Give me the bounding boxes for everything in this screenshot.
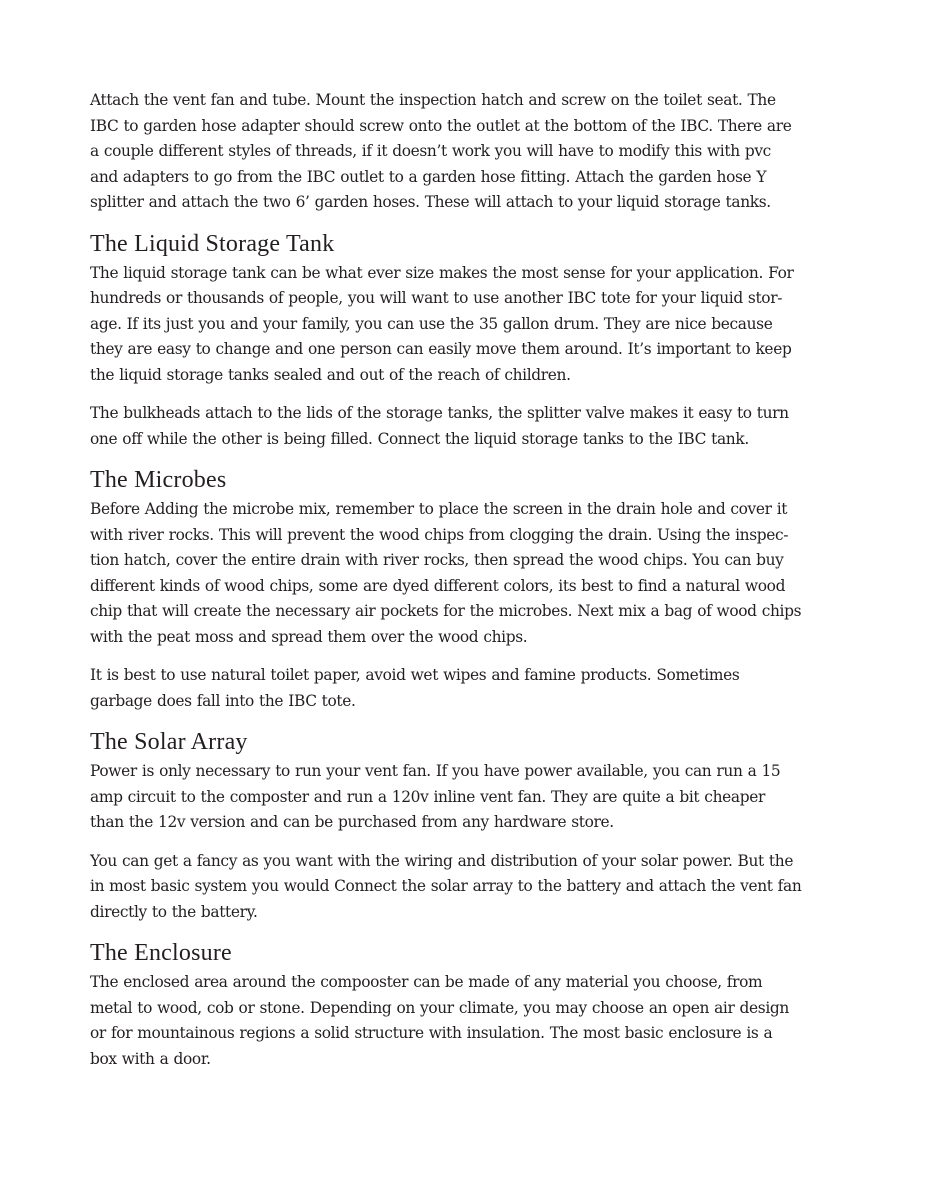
text-line: splitter and attach the two 6’ garden hoses. These will attach to your liquid storage tanks. [90,193,771,211]
text-line: with the peat moss and spread them over the wood chips. [90,627,528,646]
section-enclosure [90,939,850,1072]
section-paragraph [90,970,850,1072]
section-liquid-storage-tank [90,230,850,453]
section-heading: The Microbes [90,467,227,493]
section-paragraph [90,401,850,452]
section-paragraph [90,759,850,836]
text-line: The bulkheads attach to the lids of the storage tanks, the splitter valve makes it easy to turn [90,404,789,422]
section-heading: The Enclosure [90,940,232,966]
text-line: Power is only necessary to run your vent fan. If you have power available, you can run a 15 [90,762,781,780]
text-line: box with a door. [90,1049,211,1068]
text-line: amp circuit to the composter and run a 120v inline vent fan. They are quite a bit cheaper [90,787,765,806]
text-line: they are easy to change and one person can easily move them around. It’s important to keep [90,340,792,358]
text-line: tion hatch, cover the entire drain with river rocks, then spread the wood chips. You can buy [90,551,784,569]
text-line: age. If its just you and your family, you can use the 35 gallon drum. They are nice because [90,314,773,333]
section-microbes [90,466,850,714]
text-line: different kinds of wood chips, some are dyed different colors, its best to find a natural wood [90,576,786,595]
text-line: and adapters to go from the IBC outlet to a garden hose fitting. Attach the garden hose Y [90,167,767,186]
text-line: Attach the vent fan and tube. Mount the inspection hatch and screw on the toilet seat. The [90,91,776,109]
document-page [90,88,850,1072]
text-line: chip that will create the necessary air pockets for the microbes. Next mix a bag of wood chips [90,602,802,620]
text-line: or for mountainous regions a solid structure with insulation. The most basic enclosure is a [90,1024,773,1042]
text-line: It is best to use natural toilet paper, avoid wet wipes and famine products. Sometimes [90,666,740,684]
text-line: directly to the battery. [90,902,258,921]
text-line: garbage does fall into the IBC tote. [90,691,356,710]
text-line: IBC to garden hose adapter should screw onto the outlet at the bottom of the IBC. There are [90,116,792,135]
text-line: The enclosed area around the compooster can be made of any material you choose, from [90,973,763,991]
intro-paragraph [90,88,850,216]
text-line: You can get a fancy as you want with the wiring and distribution of your solar power. But the [90,851,794,870]
text-line: hundreds or thousands of people, you will want to use another IBC tote for your liquid stor- [90,289,783,307]
text-line: The liquid storage tank can be what ever size makes the most sense for your application. For [90,263,794,282]
text-line: than the 12v version and can be purchased from any hardware store. [90,813,614,831]
text-line: metal to wood, cob or stone. Depending on your climate, you may choose an open air design [90,998,789,1017]
section-heading: The Liquid Storage Tank [90,230,335,257]
text-line: a couple different styles of threads, if it doesn’t work you will have to modify this with pvc [90,142,771,160]
section-paragraph [90,261,850,389]
text-line: in most basic system you would Connect the solar array to the battery and attach the vent fan [90,877,802,895]
section-paragraph [90,497,850,650]
text-line: Before Adding the microbe mix, remember to place the screen in the drain hole and cover it [90,500,788,518]
text-line: the liquid storage tanks sealed and out of the reach of children. [90,365,571,384]
section-paragraph [90,663,850,714]
text-line: with river rocks. This will prevent the wood chips from clogging the drain. Using the inspec- [90,525,789,544]
section-paragraph [90,849,850,926]
section-heading: The Solar Array [90,729,248,755]
section-solar-array [90,728,850,925]
text-line: one off while the other is being filled. Connect the liquid storage tanks to the IBC tank. [90,429,749,448]
